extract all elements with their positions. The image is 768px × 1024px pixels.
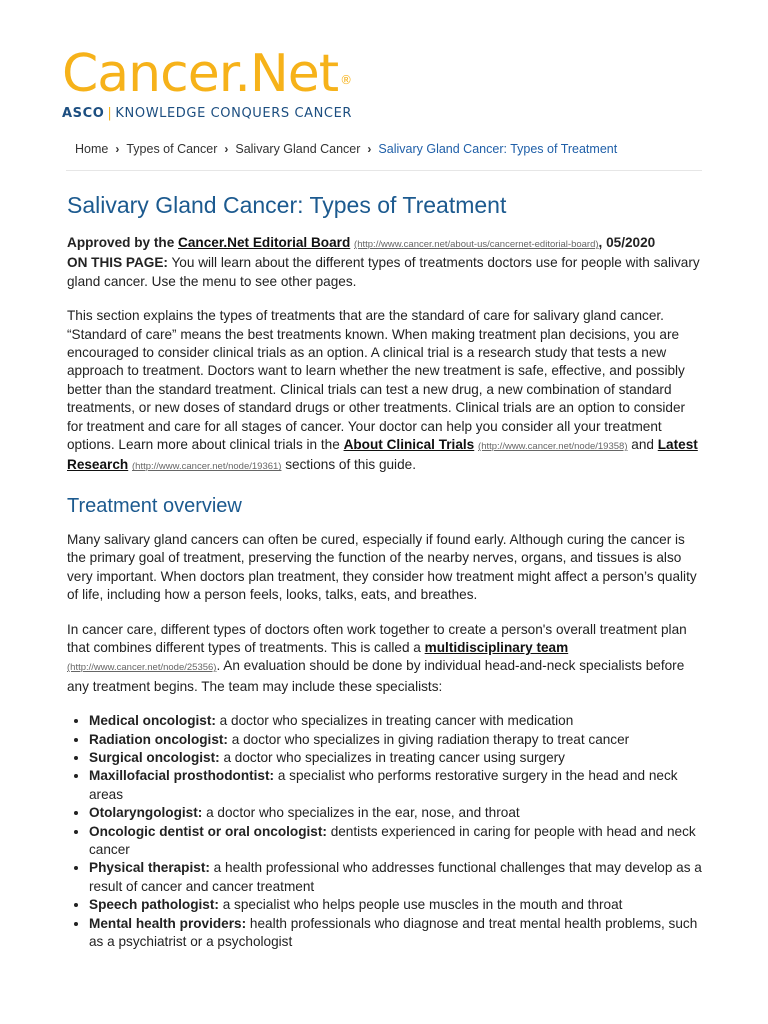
specialist-desc: a specialist who helps people use muscles in the mouth and throat: [222, 897, 623, 913]
list-item: [89, 731, 703, 749]
chevron-right-icon: ›: [367, 142, 372, 156]
specialist-term: Otolaryngologist:: [89, 805, 203, 821]
latest-research-link[interactable]: Latest Research: [67, 437, 698, 473]
chevron-right-icon: ›: [115, 142, 120, 156]
team-text-before: In cancer care, different types of doctors often work together to create a person's overall treatment plan that combines different types of treatments. This is called a: [67, 621, 687, 655]
on-this-page-label: ON THIS PAGE:: [67, 255, 168, 271]
specialist-desc: a doctor who specializes in treating cancer using surgery: [223, 749, 565, 765]
registered-mark: ®: [340, 73, 352, 87]
logo-separator: |: [107, 106, 113, 121]
specialist-term: Surgical oncologist:: [89, 749, 220, 765]
breadcrumb-divider: [66, 170, 702, 171]
logo-wordmark: [62, 44, 352, 104]
breadcrumb-current[interactable]: Salivary Gland Cancer: Types of Treatment: [378, 142, 618, 156]
intro-text: This section explains the types of treatments that are the standard of care for salivary gland cancer. “Standard of care” means the best treatments known. When making treatment plan decisions, you are encouraged to consider clinical trials as an option. A clinical trial is a research study that tests a new approach to treatment. Doctors want to learn whether the new treatment is safe, effective, and possibly better than the standard treatment. Clinical trials can test a new drug, a new combination of standard treatments, or new doses of standard drugs or other treatments. Clinical trials are an option to consider for treatment and care for all stages of cancer. Your doctor can help you consider all your treatment options. Learn more about clinical trials in the: [67, 308, 686, 453]
specialist-desc: dentists experienced in caring for people with head and neck cancer: [89, 823, 696, 857]
specialist-term: Mental health providers:: [89, 915, 247, 931]
editorial-board-link[interactable]: Cancer.Net Editorial Board: [178, 235, 351, 250]
editorial-board-url[interactable]: (http://www.cancer.net/about-us/cancernet-editorial-board): [354, 239, 599, 250]
specialist-desc: a doctor who specializes in giving radiation therapy to treat cancer: [231, 731, 630, 747]
page-title: Salivary Gland Cancer: Types of Treatment: [67, 192, 507, 218]
specialist-desc: a specialist who performs restorative surgery in the head and neck areas: [89, 768, 678, 802]
list-item: [89, 712, 703, 730]
approved-label: Approved by the: [67, 235, 175, 250]
list-item: [89, 859, 703, 896]
about-clinical-trials-url[interactable]: (http://www.cancer.net/node/19358): [478, 441, 628, 453]
logo-tagline-text: KNOWLEDGE CONQUERS CANCER: [115, 106, 353, 121]
on-this-page-text: You will learn about the different types of treatments doctors use for people with salivary gland cancer. Use the menu to see other pages.: [67, 255, 700, 289]
overview-paragraph-2: [67, 621, 703, 697]
and-text: and: [631, 437, 654, 453]
sections-text: sections of this guide.: [285, 457, 416, 473]
approval-paragraph: [67, 234, 703, 291]
logo-org: ASCO: [62, 106, 105, 121]
specialist-term: Physical therapist:: [89, 860, 210, 876]
breadcrumb-home[interactable]: Home: [75, 142, 109, 156]
specialist-term: Oncologic dentist or oral oncologist:: [89, 823, 327, 839]
intro-paragraph: [67, 307, 703, 477]
approved-date: , 05/2020: [598, 235, 656, 250]
breadcrumb-salivary-gland-cancer[interactable]: Salivary Gland Cancer: [235, 142, 361, 156]
treatment-overview-heading: Treatment overview: [67, 494, 242, 517]
site-logo[interactable]: [62, 44, 352, 121]
specialist-term: Maxillofacial prosthodontist:: [89, 768, 275, 784]
list-item: [89, 896, 703, 914]
specialist-desc: a health professional who addresses functional challenges that may develop as a result of cancer and cancer treatment: [89, 860, 702, 894]
team-text-after: . An evaluation should be done by individual head-and-neck specialists before any treatment begins. The team may include these specialists:: [67, 658, 685, 694]
list-item: [89, 804, 703, 822]
specialist-desc: health professionals who diagnose and treat mental health problems, such as a psychiatrist or a psychologist: [89, 915, 698, 949]
overview-paragraph-1: Many salivary gland cancers can often be cured, especially if found early. Although curing the cancer is the primary goal of treatment, preserving the function of the nearby nerves, organs, and tissues is also very important. When doctors plan treatment, they consider how treatment might affect a person’s quality of life, including how a person feels, looks, talks, eats, and breathes.: [67, 531, 697, 603]
specialist-term: Speech pathologist:: [89, 897, 219, 913]
list-item: [89, 767, 703, 804]
latest-research-url[interactable]: (http://www.cancer.net/node/19361): [132, 461, 282, 473]
list-item: [89, 823, 703, 860]
logo-tagline: [62, 106, 352, 121]
list-item: [89, 749, 703, 767]
specialist-desc: a doctor who specializes in the ear, nose, and throat: [206, 805, 520, 821]
specialists-list: [67, 712, 703, 951]
breadcrumb-types-of-cancer[interactable]: Types of Cancer: [126, 142, 218, 156]
specialist-term: Medical oncologist:: [89, 713, 216, 729]
multidisciplinary-team-url[interactable]: (http://www.cancer.net/node/25356): [67, 662, 217, 674]
chevron-right-icon: ›: [224, 142, 229, 156]
main-content: [67, 190, 703, 951]
about-clinical-trials-link[interactable]: About Clinical Trials: [343, 437, 475, 453]
specialist-desc: a doctor who specializes in treating cancer with medication: [219, 713, 574, 729]
specialist-term: Radiation oncologist:: [89, 731, 228, 747]
multidisciplinary-team-link[interactable]: multidisciplinary team: [424, 639, 569, 655]
logo-name: Cancer.Net: [62, 44, 339, 104]
list-item: [89, 915, 703, 952]
breadcrumb: [75, 142, 617, 156]
